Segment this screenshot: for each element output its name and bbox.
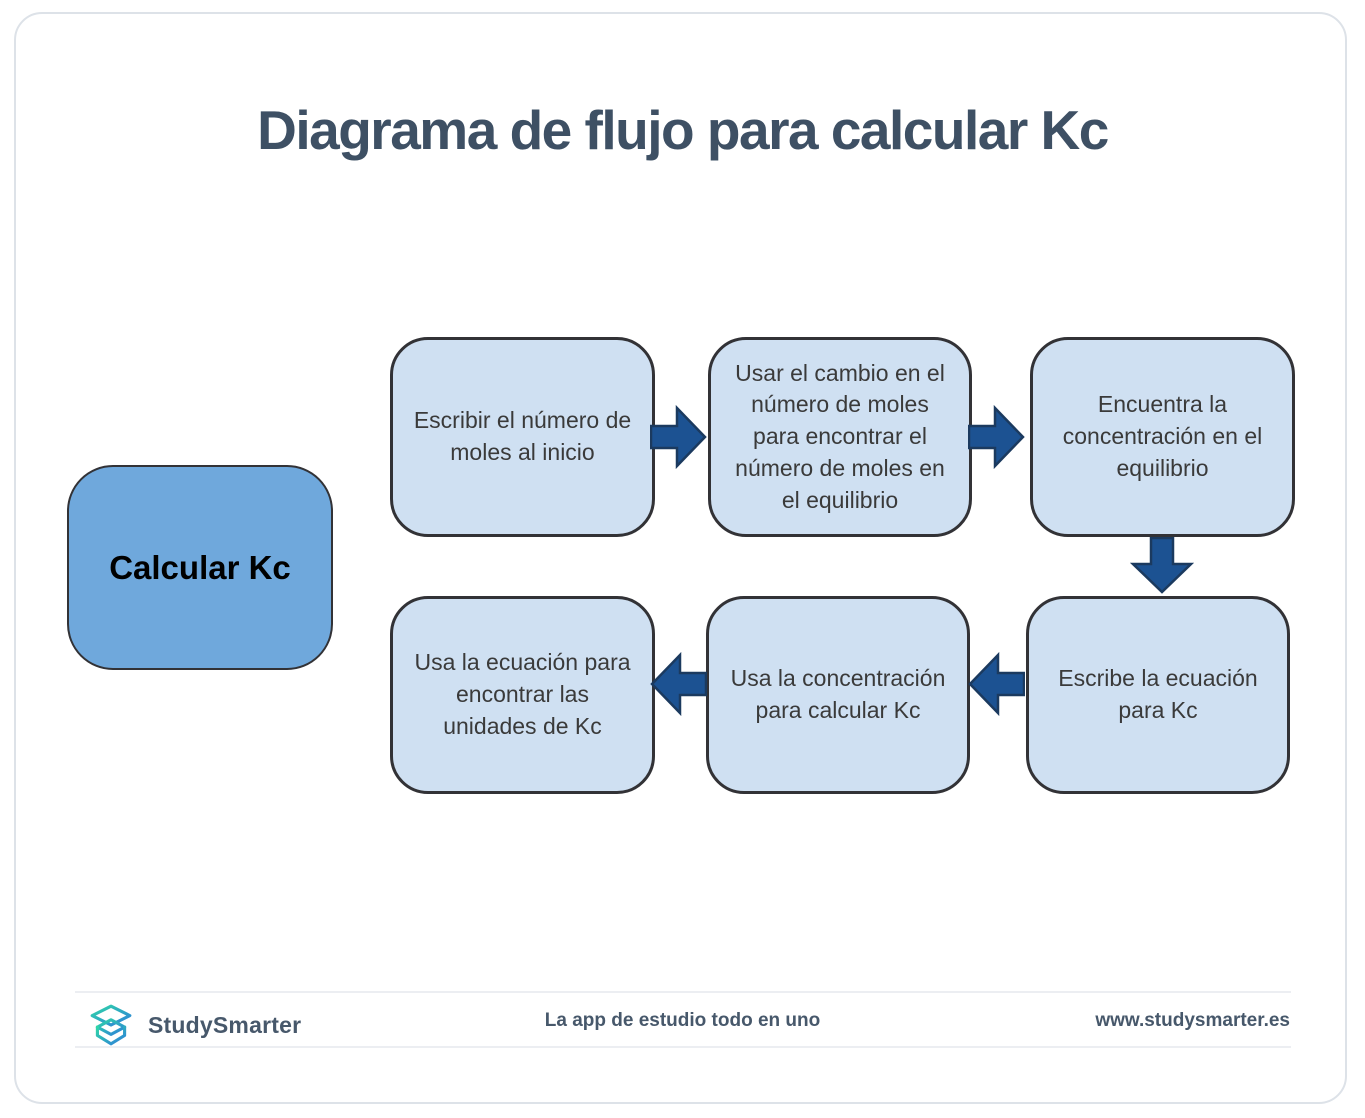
step-label: Usar el cambio en el número de moles para encontrar el número de moles en el equilibrio: [735, 359, 945, 513]
footer-divider-top: [75, 991, 1291, 993]
start-node-label: Calcular Kc: [109, 548, 291, 586]
step-label: Usa la ecuación para encontrar las unidades de Kc: [414, 649, 631, 739]
start-node-calcular-kc: [67, 465, 333, 670]
step-5-usa-concentracion-calcular: [706, 596, 970, 794]
step-label: Escribe la ecuación para Kc: [1058, 665, 1258, 723]
brand-name: StudySmarter: [148, 1011, 302, 1038]
footer-website: www.studysmarter.es: [1095, 1010, 1290, 1031]
step-2-cambio-moles-equilibrio: [708, 337, 972, 537]
page-title: Diagrama de flujo para calcular Kc: [257, 99, 1108, 161]
arrow-left-icon: [649, 652, 707, 716]
footer-tagline: La app de estudio todo en uno: [544, 1010, 821, 1031]
arrow-left-icon: [967, 652, 1025, 716]
arrow-right-icon: [968, 405, 1026, 469]
step-4-escribe-ecuacion-kc: [1026, 596, 1290, 794]
step-label: Usa la concentración para calcular Kc: [730, 665, 946, 723]
arrow-down-icon: [1130, 537, 1194, 595]
step-1-escribir-moles-inicio: [390, 337, 655, 537]
arrow-right-icon: [650, 405, 708, 469]
step-label: Escribir el número de moles al inicio: [413, 407, 632, 465]
step-6-usa-ecuacion-unidades: [390, 596, 655, 794]
step-label: Encuentra la concentración en el equilibrio: [1062, 391, 1263, 481]
step-3-encuentra-concentracion: [1030, 337, 1295, 537]
